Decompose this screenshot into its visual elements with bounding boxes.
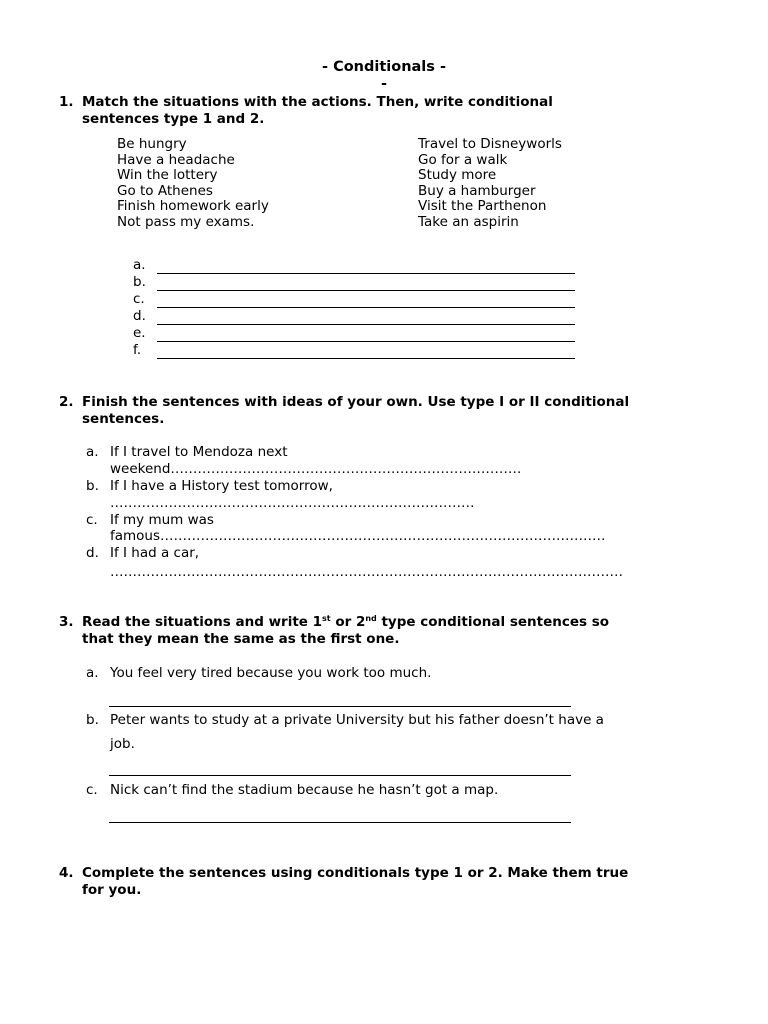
title-dash: - <box>380 76 388 92</box>
section-1-number: 1. <box>59 94 74 110</box>
section-2-instruction-line1: Finish the sentences with ideas of your own. Use type I or II conditional <box>82 394 630 410</box>
section-1-instruction-line2: sentences type 1 and 2. <box>82 111 265 127</box>
answer-letter: d. <box>133 308 146 324</box>
action-item: Study more <box>418 167 497 184</box>
sentence-dots[interactable]: weekend…………………………………………………………………… <box>110 461 522 477</box>
answer-line-b[interactable] <box>157 274 575 291</box>
situations-list <box>117 137 269 231</box>
action-item: Go for a walk <box>418 151 508 168</box>
situation-item: Be hungry <box>117 136 187 152</box>
page-title: - Conditionals - <box>322 59 446 75</box>
sentence-start: If I had a car, <box>110 545 200 561</box>
action-item: Take an aspirin <box>418 213 519 230</box>
answer-letter: f. <box>133 342 142 358</box>
answer-letter: c. <box>133 291 145 307</box>
answer-letter: b. <box>133 274 146 290</box>
situation-sentence: Peter wants to study at a private University but his father doesn’t have a <box>110 712 604 728</box>
situation-sentence: You feel very tired because you work too much. <box>110 665 432 681</box>
item-letter: d. <box>86 545 99 561</box>
answer-line-a[interactable] <box>157 257 575 274</box>
sentence-start: If my mum was <box>110 512 214 528</box>
answer-letter: a. <box>133 257 146 273</box>
action-item: Buy a hamburger <box>418 182 536 199</box>
actions-list <box>418 137 562 231</box>
item-letter: b. <box>86 712 99 728</box>
sentence-start: If I travel to Mendoza next <box>110 444 288 460</box>
situation-item: Finish homework early <box>117 198 269 215</box>
situation-item: Go to Athenes <box>117 182 213 199</box>
sentence-dots[interactable]: ……………………………………………………………………… <box>110 495 475 511</box>
rewrite-line-b[interactable] <box>109 759 571 776</box>
situation-sentence: Nick can’t find the stadium because he hasn’t got a map. <box>110 782 499 798</box>
item-letter: c. <box>86 782 98 798</box>
section-2-instruction-line2: sentences. <box>82 411 165 427</box>
sentence-dots[interactable]: famous……………………………………………………………………………………… <box>110 528 606 544</box>
item-letter: a. <box>86 665 99 681</box>
situation-sentence-continued: job. <box>110 736 135 752</box>
situation-item: Win the lottery <box>117 167 218 184</box>
answer-letter: e. <box>133 325 146 341</box>
rewrite-line-a[interactable] <box>109 690 571 707</box>
rewrite-line-c[interactable] <box>109 806 571 823</box>
answer-line-d[interactable] <box>157 308 575 325</box>
section-4-instruction-line2: for you. <box>82 882 142 898</box>
section-4-number: 4. <box>59 865 74 881</box>
section-2-number: 2. <box>59 394 74 410</box>
sentence-dots[interactable]: …………………………………………………………………………………………………… <box>110 564 623 580</box>
action-item: Visit the Parthenon <box>418 198 547 215</box>
sentence-start: If I have a History test tomorrow, <box>110 478 333 494</box>
item-letter: c. <box>86 512 98 528</box>
situation-item: Not pass my exams. <box>117 213 255 230</box>
item-letter: a. <box>86 444 99 460</box>
action-item: Travel to Disneyworls <box>418 136 562 152</box>
section-4-instruction-line1: Complete the sentences using conditionals type 1 or 2. Make them true <box>82 865 629 881</box>
answer-line-f[interactable] <box>157 342 575 359</box>
item-letter: b. <box>86 478 99 494</box>
section-3-instruction-line1: Read the situations and write 1st or 2nd type conditional sentences so <box>82 614 610 630</box>
situation-item: Have a headache <box>117 151 235 168</box>
answer-line-c[interactable] <box>157 291 575 308</box>
section-3-number: 3. <box>59 614 74 630</box>
section-3-instruction-line2: that they mean the same as the first one. <box>82 631 400 647</box>
answer-line-e[interactable] <box>157 325 575 342</box>
section-1-instruction-line1: Match the situations with the actions. Then, write conditional <box>82 94 553 110</box>
